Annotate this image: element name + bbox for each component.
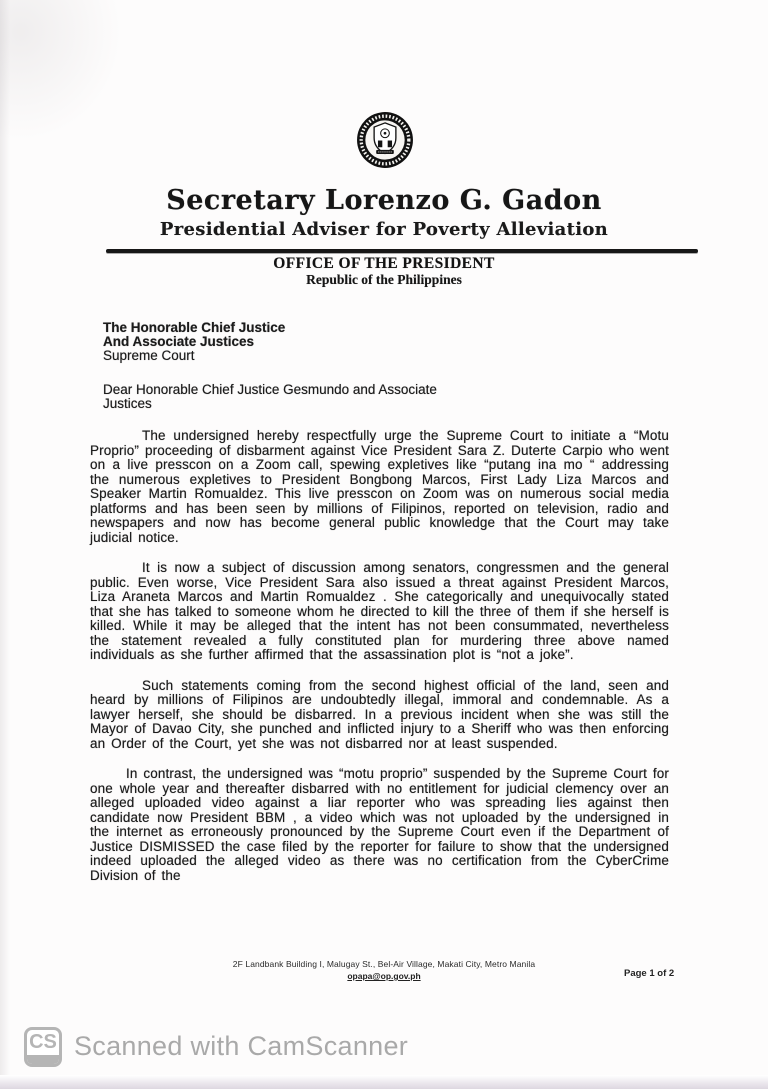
- camscanner-badge-text: CS: [29, 1031, 57, 1053]
- recipient-block: [103, 321, 285, 364]
- presidential-seal-icon: [356, 111, 414, 169]
- letterhead-country: Republic of the Philippines: [306, 272, 462, 287]
- letter-paragraph: The undersigned hereby respectfully urge the Supreme Court to initiate a “Motu Proprio” proceeding of disbarment against Vice President Sara Z. Duterte Carpio who went on a live presscon on a Zoom call, spewing expletives like “putang ina mo “ addressing the numerous expletives to President Bongbong Marcos, First Lady Liza Marcos and Speaker Martin Romualdez. This live presscon on Zoom was on numerous social media platforms and has been seen by millions of Filipinos, reported on television, radio and newspapers and now has become general public knowledge that the Court may take judicial notice.: [90, 428, 669, 545]
- letterhead-title: Presidential Adviser for Poverty Alleviation: [159, 219, 609, 240]
- page-indicator: Page 1 of 2: [624, 968, 675, 979]
- letter-body: [90, 429, 669, 883]
- salutation: Dear Honorable Chief Justice Gesmundo and Associate Justices: [103, 382, 437, 412]
- scan-edge-shadow: [0, 0, 10, 1089]
- letter-paragraph: Such statements coming from the second highest official of the land, seen and heard by millions of Filipinos are undoubtedly illegal, immoral and condemnable. As a lawyer herself, she should be disbarred. In a previous incident when she was still the Mayor of Davao City, she punched and inflicted injury to a Sheriff who was then enforcing an Order of the Court, yet she was not disbarred nor at least suspended.: [90, 677, 669, 751]
- recipient-line-2: And Associate Justices: [103, 334, 255, 350]
- recipient-line-1: The Honorable Chief Justice: [103, 320, 286, 335]
- letter-paragraph: It is now a subject of discussion among senators, congressmen and the general public. Even worse, Vice President Sara also issued a threat against President Marcos, Liza Araneta Marcos and Martin Romualdez . She categorically and unequivocally stated that she has talked to someone whom he directed to kill the three of them if she herself is killed. While it may be alleged that the intent has not been consummated, nevertheless the statement revealed a fully constituted plan for murdering three above named individuals as she further affirmed that the assassination plot is “not a joke”.: [90, 560, 669, 662]
- scan-smudge: [0, 0, 140, 160]
- letterhead-office: OFFICE OF THE PRESIDENT: [273, 255, 495, 272]
- page-bottom-edge: [0, 1075, 768, 1089]
- recipient-line-3: Supreme Court: [103, 348, 195, 364]
- letterhead-divider: [106, 249, 698, 253]
- letter-paragraph: In contrast, the undersigned was “motu proprio” suspended by the Supreme Court for one whole year and thereafter disbarred with no entitlement for judicial clemency over an alleged uploaded video against a liar reporter who was spreading lies against then candidate now President BBM , a video which was not uploaded by the undersigned in the internet as erroneously pronounced by the Supreme Court even if the Department of Justice DISMISSED the case filed by the reporter for failure to show that the undersigned indeed uploaded the alleged video as there was no certification from the CyberCrime Division of the: [90, 766, 669, 883]
- camscanner-logo-icon: [24, 1027, 62, 1067]
- footer-address: 2F Landbank Building I, Malugay St., Bel-Air Village, Makati City, Metro Manila: [232, 959, 536, 969]
- camscanner-badge-bar: [27, 1055, 59, 1064]
- camscanner-watermark-label: Scanned with CamScanner: [74, 1031, 409, 1061]
- footer-email-text: opapa@op.gov.ph: [347, 971, 421, 981]
- letterhead-name: Secretary Lorenzo G. Gadon: [166, 185, 602, 216]
